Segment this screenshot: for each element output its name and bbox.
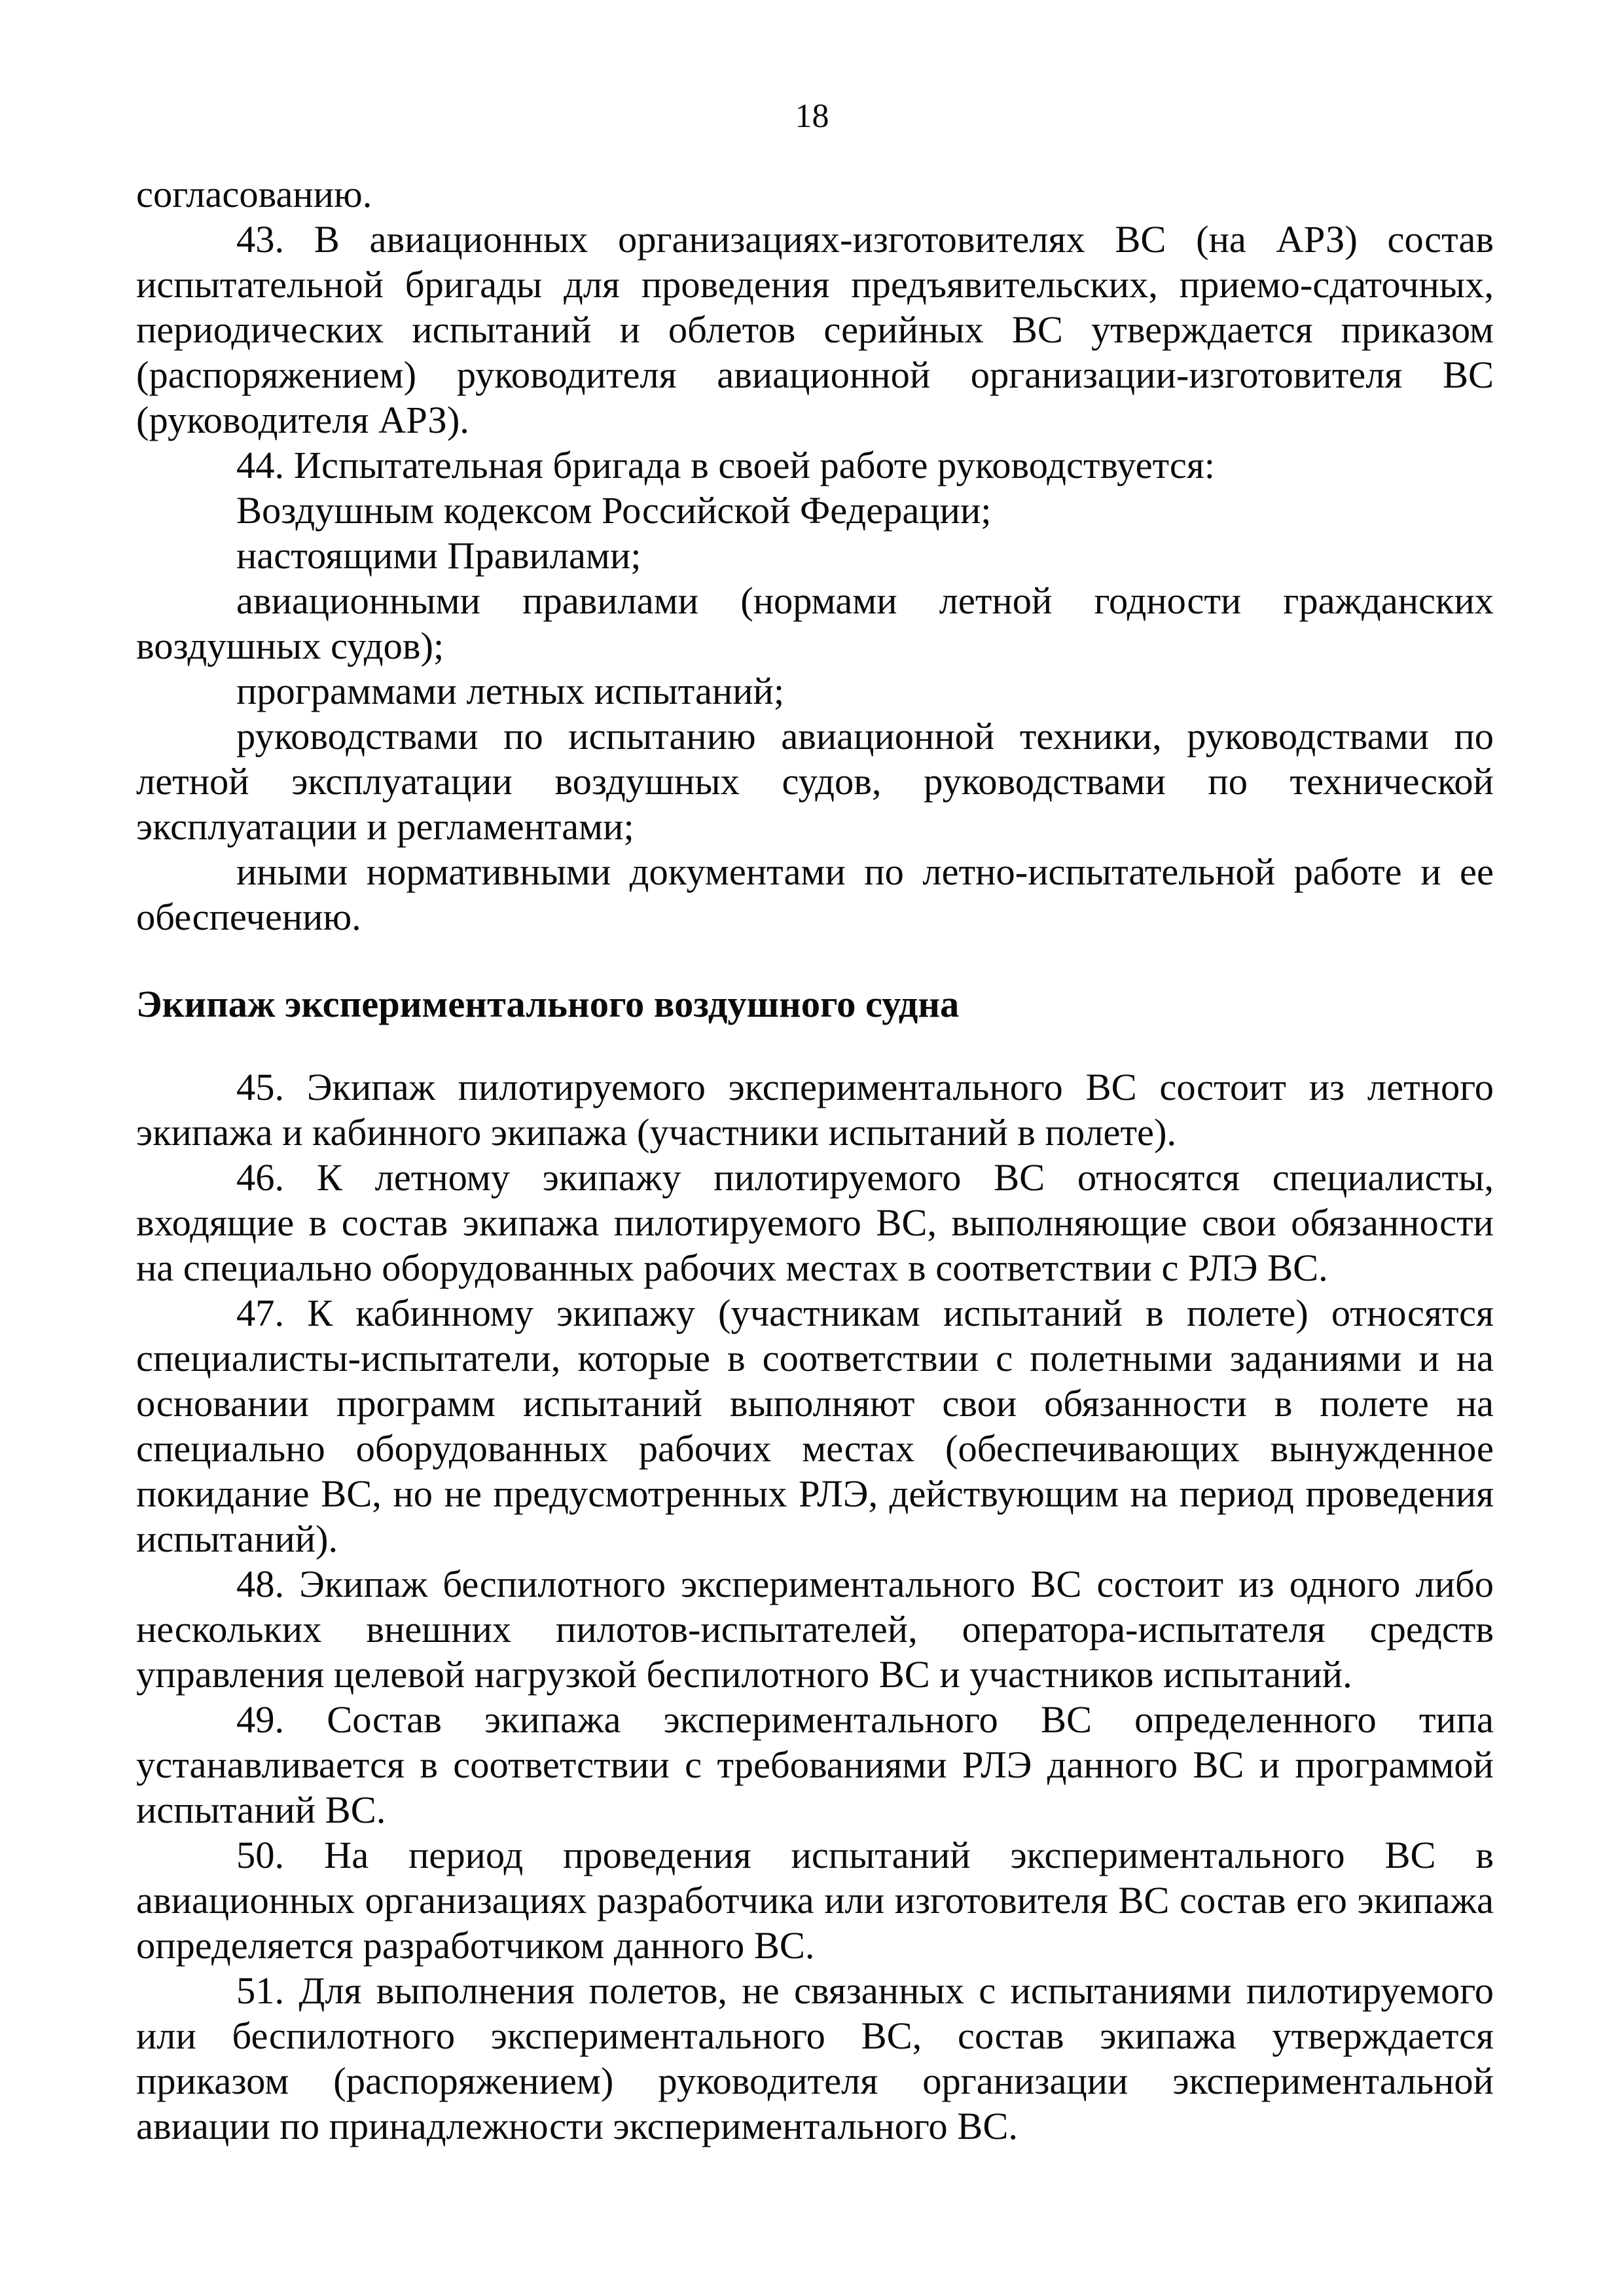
paragraph-47: 47. К кабинному экипажу (участникам испытаний в полете) относятся специалисты-испытатели, которые в соответствии с полетными заданиями и на основании программ испытаний выполняют свои обязанности в полете на специально оборудованных рабочих местах (обеспечивающих вынужденное покидание ВС, но не предусмотренных РЛЭ, действующим на период проведения испытаний). [136,1292,1494,1560]
paragraph-50: 50. На период проведения испытаний экспериментального ВС в авиационных организациях разработчика или изготовителя ВС состав его экипажа определяется разработчиком данного ВС. [136,1834,1494,1967]
list-item-other-documents: иными нормативными документами по летно-испытательной работе и ее обеспечению. [136,850,1494,938]
list-item-manuals: руководствами по испытанию авиационной техники, руководствами по летной эксплуатации воздушных судов, руководствами по технической эксплуатации и регламентами; [136,715,1494,848]
section-heading: Экипаж экспериментального воздушного судна [136,983,960,1025]
list-item-flight-test-programs: программами летных испытаний; [236,670,785,712]
page-number: 18 [795,98,829,135]
paragraph-49: 49. Состав экипажа экспериментального ВС определенного типа устанавливается в соответствии с требованиями РЛЭ данного ВС и программой испытаний ВС. [136,1698,1494,1831]
list-item-air-code: Воздушным кодексом Российской Федерации; [236,489,992,532]
paragraph-43: 43. В авиационных организациях-изготовителях ВС (на АРЗ) состав испытательной бригады для проведения предъявительских, приемо-сдаточных, периодических испытаний и облетов серийных ВС утверждается приказом (распоряжением) руководителя авиационной организации-изготовителя ВС (руководителя АРЗ). [136,218,1494,441]
list-item-aviation-rules: авиационными правилами (нормами летной годности гражданских воздушных судов); [136,579,1494,667]
document-body [136,172,1494,2149]
paragraph-48: 48. Экипаж беспилотного экспериментального ВС состоит из одного либо нескольких внешних пилотов-испытателей, оператора-испытателя средств управления целевой нагрузкой беспилотного ВС и участников испытаний. [136,1563,1494,1696]
paragraph-45: 45. Экипаж пилотируемого экспериментального ВС состоит из летного экипажа и кабинного экипажа (участники испытаний в полете). [136,1066,1494,1154]
list-item-these-rules: настоящими Правилами; [236,534,641,577]
paragraph-51: 51. Для выполнения полетов, не связанных с испытаниями пилотируемого или беспилотного экспериментального ВС, состав экипажа утверждается приказом (распоряжением) руководителя организации экспериментальной авиации по принадлежности экспериментального ВС. [136,1969,1494,2147]
paragraph-continuation: согласованию. [136,173,372,215]
paragraph-44: 44. Испытательная бригада в своей работе руководствуется: [236,444,1216,486]
paragraph-46: 46. К летному экипажу пилотируемого ВС относятся специалисты, входящие в состав экипажа пилотируемого ВС, выполняющие свои обязанности на специально оборудованных рабочих местах в соответствии с РЛЭ ВС. [136,1156,1494,1289]
